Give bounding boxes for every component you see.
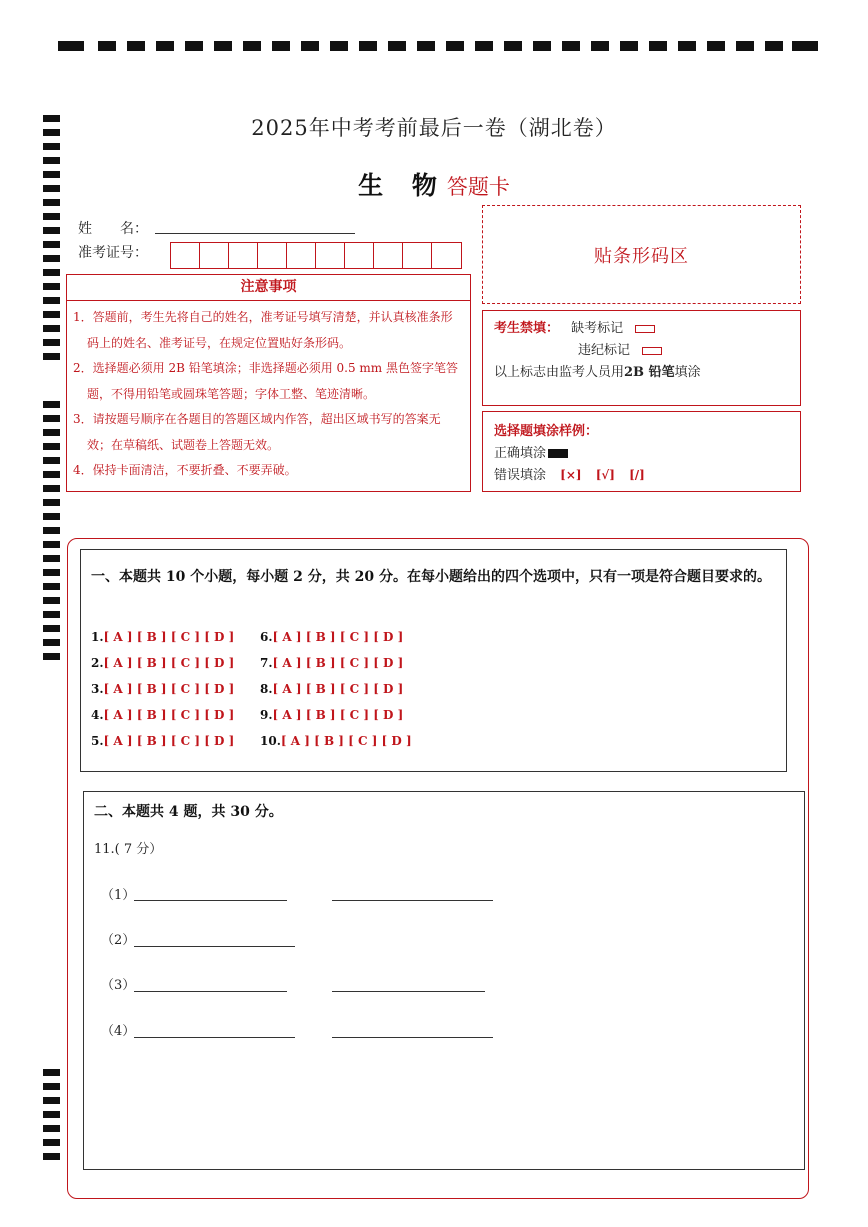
answer-row[interactable]: 6.[ A ] [ B ] [ C ] [ D ] (260, 630, 404, 644)
answer-blank[interactable] (134, 946, 295, 947)
id-digit-box[interactable] (374, 243, 403, 268)
timing-mark (43, 457, 60, 464)
timing-mark (43, 415, 60, 422)
timing-mark (43, 611, 60, 618)
timing-mark (43, 1153, 60, 1160)
timing-mark (43, 485, 60, 492)
subject-line (0, 166, 868, 202)
timing-mark (185, 41, 203, 51)
notice-item: 4．保持卡面清洁，不要折叠、不要弄破。 (73, 463, 297, 477)
timing-mark (272, 41, 290, 51)
timing-mark (127, 41, 145, 51)
notice-panel (66, 274, 471, 492)
notice-item: 3．请按题号顺序在各题目的答题区域内作答，超出区域书写的答案无效；在草稿纸、试题卷上答题无效。 (73, 412, 441, 452)
timing-mark (43, 1083, 60, 1090)
timing-mark (736, 41, 754, 51)
timing-mark (156, 41, 174, 51)
violation-mark-box[interactable] (642, 347, 662, 355)
timing-mark (43, 569, 60, 576)
timing-mark (359, 41, 377, 51)
answer-row[interactable]: 10.[ A ] [ B ] [ C ] [ D ] (260, 734, 412, 748)
barcode-label: 贴条形码区 (594, 245, 689, 267)
exam-title: 2025年中考考前最后一卷（湖北卷） (251, 116, 617, 140)
id-number-boxes[interactable] (170, 242, 462, 269)
timing-mark (43, 143, 60, 150)
staff-note-prefix: 以上标志由监考人员用 (494, 365, 625, 380)
card-label: 答题卡 (446, 175, 510, 199)
staff-only-panel (482, 310, 801, 406)
timing-mark (43, 471, 60, 478)
sub-question-label: （2） (101, 933, 136, 948)
staff-only-label: 考生禁填： (494, 321, 560, 336)
timing-mark (43, 213, 60, 220)
timing-mark (43, 255, 60, 262)
notice-item: 1．答题前，考生先将自己的姓名，准考证号填写清楚，并认真核准条形码上的姓名、准考证号，在规定位置贴好条形码。 (73, 310, 453, 350)
fill-example-label: 选择题填涂样例： (494, 424, 599, 439)
answer-blank[interactable] (332, 1037, 493, 1038)
subject-name: 生 物 (358, 171, 447, 200)
timing-mark (43, 269, 60, 276)
timing-mark (43, 583, 60, 590)
section-multiple-choice (80, 549, 787, 772)
timing-mark (707, 41, 725, 51)
timing-mark (43, 653, 60, 660)
id-digit-box[interactable] (432, 243, 461, 268)
timing-mark (43, 157, 60, 164)
answer-row[interactable]: 3.[ A ] [ B ] [ C ] [ D ] (91, 682, 235, 696)
id-digit-box[interactable] (345, 243, 374, 268)
timing-mark (388, 41, 406, 51)
answer-blank[interactable] (134, 900, 287, 901)
answer-blank[interactable] (332, 900, 493, 901)
timing-mark (475, 41, 493, 51)
timing-mark (446, 41, 464, 51)
timing-mark (43, 325, 60, 332)
timing-mark (43, 283, 60, 290)
section-short-answer (83, 791, 805, 1170)
absent-mark-box[interactable] (635, 325, 655, 333)
timing-mark (43, 339, 60, 346)
timing-mark (43, 597, 60, 604)
timing-mark (43, 401, 60, 408)
fill-example-panel (482, 411, 801, 492)
timing-mark (504, 41, 522, 51)
answer-row[interactable]: 2.[ A ] [ B ] [ C ] [ D ] (91, 656, 235, 670)
timing-mark (43, 297, 60, 304)
timing-mark (43, 1097, 60, 1104)
timing-mark (243, 41, 261, 51)
sub-question-label: （3） (101, 978, 136, 993)
timing-mark (43, 541, 60, 548)
notice-item: 2．选择题必须用 2B 铅笔填涂；非选择题必须用 0.5 mm 黑色签字笔答题，不得用铅笔或圆珠笔答题；字体工整、笔迹清晰。 (73, 361, 459, 401)
timing-mark (417, 41, 435, 51)
name-label: 姓 名： (78, 221, 148, 237)
sub-question-label: （1） (101, 888, 136, 903)
wrong-fill-sample: [/] (629, 468, 645, 482)
timing-mark (214, 41, 232, 51)
barcode-area (482, 205, 801, 304)
timing-mark (562, 41, 580, 51)
timing-mark (678, 41, 696, 51)
timing-mark (43, 513, 60, 520)
timing-mark (43, 443, 60, 450)
answer-row[interactable]: 4.[ A ] [ B ] [ C ] [ D ] (91, 708, 235, 722)
timing-mark (43, 639, 60, 646)
answer-row[interactable]: 7.[ A ] [ B ] [ C ] [ D ] (260, 656, 404, 670)
name-field[interactable] (155, 233, 355, 234)
answer-blank[interactable] (134, 1037, 295, 1038)
timing-mark (43, 1125, 60, 1132)
id-digit-box[interactable] (287, 243, 316, 268)
answer-blank[interactable] (332, 991, 485, 992)
timing-mark (43, 241, 60, 248)
notice-heading: 注意事项 (67, 275, 470, 301)
timing-mark (43, 625, 60, 632)
wrong-fill-label: 错误填涂 (494, 468, 547, 483)
answer-row[interactable]: 5.[ A ] [ B ] [ C ] [ D ] (91, 734, 235, 748)
wrong-fill-sample: [√] (595, 468, 615, 482)
timing-mark (620, 41, 638, 51)
violation-label: 违纪标记 (578, 343, 631, 358)
timing-mark (591, 41, 609, 51)
timing-mark (792, 41, 818, 51)
question-11-label: 11.( 7 分） (94, 842, 163, 857)
timing-mark (301, 41, 319, 51)
answer-row[interactable]: 8.[ A ] [ B ] [ C ] [ D ] (260, 682, 404, 696)
timing-mark (649, 41, 667, 51)
answer-blank[interactable] (134, 991, 287, 992)
timing-mark (43, 429, 60, 436)
section1-heading: 一、本题共 10 个小题，每小题 2 分，共 20 分。在每小题给出的四个选项中，只有一项是符合题目要求的。 (91, 569, 771, 585)
timing-mark (43, 1069, 60, 1076)
timing-mark (98, 41, 116, 51)
staff-note-bold: 2B 铅笔 (624, 365, 675, 380)
wrong-fill-sample: [×] (560, 468, 582, 482)
timing-mark (43, 1111, 60, 1118)
section2-heading: 二、本题共 4 题，共 30 分。 (94, 804, 283, 820)
timing-mark (330, 41, 348, 51)
id-digit-box[interactable] (171, 243, 200, 268)
absent-label: 缺考标记 (571, 321, 624, 336)
correct-fill-sample (548, 449, 568, 458)
timing-mark (43, 1139, 60, 1146)
answer-row[interactable]: 9.[ A ] [ B ] [ C ] [ D ] (260, 708, 404, 722)
id-label: 准考证号： (78, 245, 148, 261)
timing-mark (43, 353, 60, 360)
timing-mark (43, 499, 60, 506)
timing-mark (43, 227, 60, 234)
id-digit-box[interactable] (258, 243, 287, 268)
id-digit-box[interactable] (403, 243, 432, 268)
timing-mark (43, 555, 60, 562)
answer-row[interactable]: 1.[ A ] [ B ] [ C ] [ D ] (91, 630, 235, 644)
timing-mark (43, 311, 60, 318)
correct-fill-label: 正确填涂 (494, 446, 547, 461)
sub-question-label: （4） (101, 1024, 136, 1039)
timing-mark (43, 527, 60, 534)
staff-note-suffix: 填涂 (674, 365, 701, 380)
timing-mark (58, 41, 84, 51)
timing-mark (533, 41, 551, 51)
id-digit-box[interactable] (316, 243, 345, 268)
id-digit-box[interactable] (200, 243, 229, 268)
id-digit-box[interactable] (229, 243, 258, 268)
timing-mark (765, 41, 783, 51)
